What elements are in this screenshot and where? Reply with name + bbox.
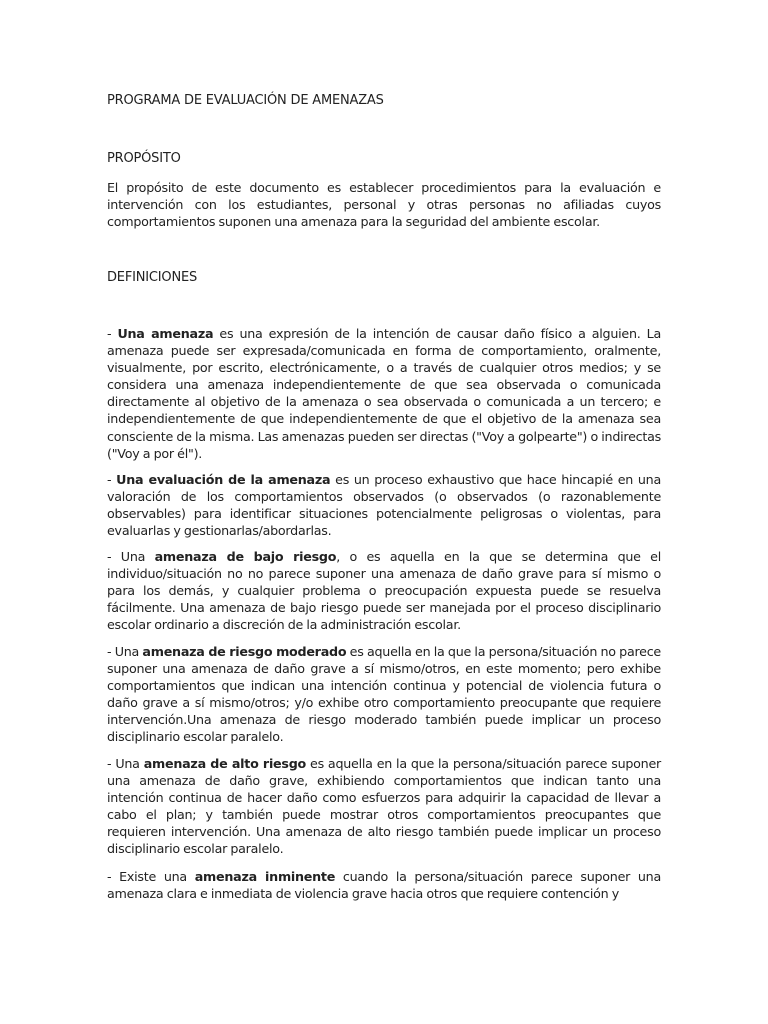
definition-prefix: - [107, 472, 117, 487]
definition-prefix: - [107, 326, 118, 341]
definition-threat [107, 325, 661, 462]
document-title: PROGRAMA DE EVALUACIÓN DE AMENAZAS [107, 93, 384, 108]
definition-imminent [107, 868, 661, 902]
definition-high-risk [107, 755, 661, 858]
definition-prefix: - Una [107, 756, 144, 771]
definition-term: amenaza de bajo riesgo [154, 549, 337, 564]
definition-threat-assessment [107, 471, 661, 539]
definitions-heading: DEFINICIONES [107, 270, 198, 285]
definition-text: es aquella en la que la persona/situación no parece suponer una amenaza de daño grave a sí mismo/otros, en este momento; pero exhibe comportamientos que indican una intención continua y potencial de violencia futura o daño grave a sí mismo/otros; y/o exhibe otro comportamiento preocupante que requiere intervención.Una amenaza de riesgo moderado también puede implicar un proceso disciplinario escolar paralelo. [107, 644, 661, 745]
definition-term: Una evaluación de la amenaza [116, 472, 331, 487]
definition-prefix: - Una [107, 644, 143, 659]
definition-term: amenaza de alto riesgo [143, 756, 306, 771]
definition-moderate-risk [107, 643, 661, 746]
definition-prefix: - Una [107, 549, 155, 564]
definition-term: amenaza inminente [194, 869, 336, 884]
definition-text: es una expresión de la intención de causar daño físico a alguien. La amenaza puede ser expresada/comunicada en forma de comportamiento, oralmente, visualmente, por escrito, electrónicamente, o a través de cualquier otros medios; y se considera una amenaza independientemente de que sea observada o comunicada directamente al objetivo de la amenaza o sea observada o comunicada a un tercero; e independientemente de que independientemente de que el objetivo de la amenaza sea consciente de la misma. Las amenazas pueden ser directas ("Voy a golpearte") o indirectas ("Voy a por él"). [107, 326, 661, 461]
definition-low-risk [107, 548, 661, 633]
definition-prefix: - Existe una [107, 869, 195, 884]
purpose-paragraph: El propósito de este documento es establecer procedimientos para la evaluación e intervención con los estudiantes, personal y otras personas no afiliadas cuyos comportamientos suponen una amenaza para la seguridad del ambiente escolar. [107, 180, 661, 230]
definition-text: es un proceso exhaustivo que hace hincapié en una valoración de los comportamientos observados (o observados (o razonablemente observables) para identificar situaciones potencialmente peligrosas o violentas, para evaluarlas y gestionarlas/abordarlas. [107, 472, 661, 539]
definition-text: cuando la persona/situación parece suponer una amenaza clara e inmediata de violencia grave hacia otros que requiere contención y [107, 869, 661, 902]
definition-text: , o es aquella en la que se determina que el individuo/situación no no parece suponer una amenaza de daño grave para sí mismo o para los demás, y cualquier problema o preocupación expuesta puede se resuelva fácilmente. Una amenaza de bajo riesgo puede ser manejada por el proceso disciplinario escolar ordinario a discreción de la administración escolar. [107, 549, 662, 633]
purpose-heading: PROPÓSITO [107, 151, 181, 166]
definition-term: Una amenaza [117, 326, 214, 341]
definition-term: amenaza de riesgo moderado [142, 644, 347, 659]
definition-text: es aquella en la que la persona/situación parece suponer una amenaza de daño grave, exhibiendo comportamientos que indican tanto una intención continua de hacer daño como esfuerzos para adquirir la capacidad de llevar a cabo el plan; y también puede mostrar otros comportamientos preocupantes que requieren intervención. Una amenaza de alto riesgo también puede implicar un proceso disciplinario escolar paralelo. [107, 756, 661, 857]
